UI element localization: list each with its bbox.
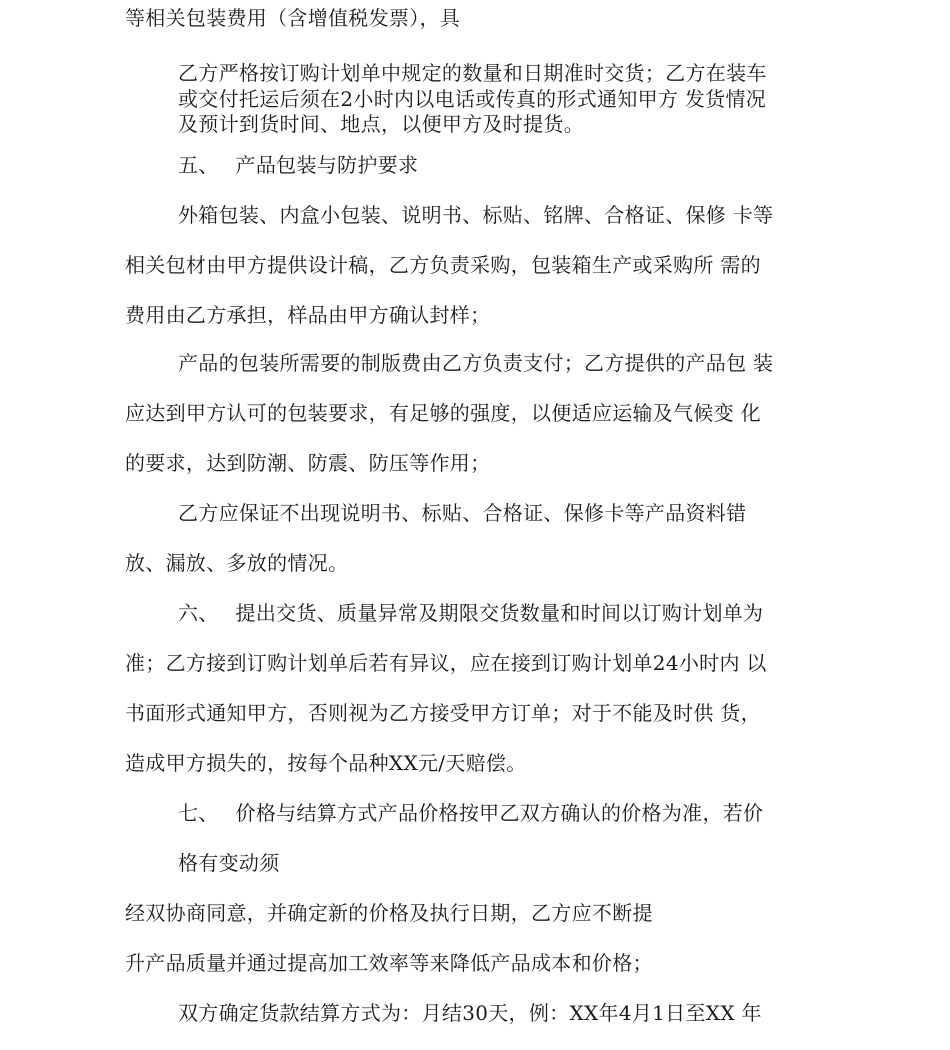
- text-line: 造成甲方损失的，按每个品种XX元/天赔偿。: [125, 751, 527, 775]
- text-line: 或交付托运后须在2小时内以电话或传真的形式通知甲方 发货情况: [178, 87, 767, 111]
- section-heading: 六、 提出交货、质量异常及期限交货数量和时间以订购计划单为: [178, 601, 764, 625]
- text-line: 及预计到货时间、地点，以便甲方及时提货。: [178, 112, 584, 136]
- text-line: 准；乙方接到订购计划单后若有异议，应在接到订购计划单24小时内 以: [125, 651, 767, 675]
- text-line: 双方确定货款结算方式为：月结30天，例：XX年4月1日至XX 年: [178, 1001, 762, 1025]
- text-line: 相关包材由甲方提供设计稿，乙方负责采购，包装箱生产或采购所 需的: [125, 253, 761, 277]
- text-line: 书面形式通知甲方，否则视为乙方接受甲方订单；对于不能及时供 货，: [125, 701, 761, 725]
- text-line: 乙方严格按订购计划单中规定的数量和日期准时交货；乙方在装车: [178, 61, 767, 85]
- text-line: 乙方应保证不出现说明书、标贴、合格证、保修卡等产品资料错: [178, 501, 747, 525]
- text-line: 格有变动须: [178, 851, 280, 875]
- text-line: 应达到甲方认可的包装要求，有足够的强度，以便适应运输及气候变 化: [125, 401, 761, 425]
- section-heading: 五、 产品包装与防护要求: [178, 153, 419, 177]
- text-line: 放、漏放、多放的情况。: [125, 551, 349, 575]
- text-line: 外箱包装、内盒小包装、说明书、标贴、铭牌、合格证、保修 卡等: [178, 203, 774, 227]
- text-line: 等相关包装费用（含增值税发票），具: [125, 6, 461, 30]
- text-line: 的要求，达到防潮、防震、防压等作用；: [125, 451, 491, 475]
- text-line: 产品的包装所需要的制版费由乙方负责支付；乙方提供的产品包 装: [178, 351, 774, 375]
- text-line: 费用由乙方承担，样品由甲方确认封样；: [125, 303, 491, 327]
- text-line: 经双协商同意，并确定新的价格及执行日期，乙方应不断提: [125, 901, 653, 925]
- section-heading: 七、 价格与结算方式产品价格按甲乙双方确认的价格为准，若价: [178, 801, 764, 825]
- text-line: 升产品质量并通过提高加工效率等来降低产品成本和价格；: [125, 951, 653, 975]
